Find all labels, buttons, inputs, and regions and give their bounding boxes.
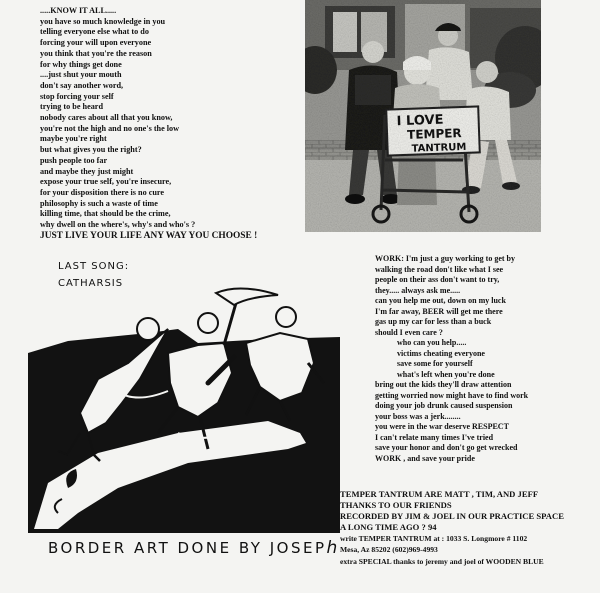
sign-line-2: TEMPER — [406, 126, 462, 142]
border-art-drawing — [28, 283, 340, 533]
band-photo — [305, 0, 541, 232]
lyric-line: I can't relate many times I've tried — [375, 432, 494, 442]
lyric-line: ....just shut your mouth — [40, 70, 122, 80]
lyric-line: but what gives you the right? — [40, 145, 142, 155]
lyric-line: getting worried now might have to find work — [375, 390, 529, 400]
lyric-line: I'm far away, BEER will get me there — [375, 306, 503, 316]
work-lyrics — [375, 254, 528, 464]
lyric-line: WORK: I'm just a guy working to get by — [375, 254, 516, 263]
lyric-line: they..... always ask me..... — [375, 285, 461, 295]
last-song-title: CATHARSIS — [58, 278, 124, 289]
lyric-line: forcing your will upon everyone — [40, 38, 152, 48]
border-art-credit-text: BORDER ART DONE BY JOSEP — [48, 539, 327, 557]
lyric-line: and maybe they just might — [40, 166, 134, 176]
lyric-line: who can you help..... — [397, 338, 467, 347]
lyric-line: can you help me out, down on my luck — [375, 296, 506, 305]
lyric-line: your boss was a jerk........ — [375, 411, 461, 421]
lyric-line: you're not the high and no one's the low — [40, 123, 180, 133]
lyric-line: save some for yourself — [397, 359, 473, 368]
lyric-line: philosophy is such a waste of time — [40, 198, 158, 208]
lyric-line: gas up my car for less than a buck — [375, 317, 492, 326]
credit-line: TEMPER TANTRUM ARE MATT , TIM, AND JEFF — [340, 489, 539, 499]
know-it-all-lyrics — [40, 6, 257, 241]
lyric-line: .....KNOW IT ALL..... — [40, 6, 117, 15]
sign-line-3: TANTRUM — [411, 141, 467, 155]
lyric-line: you think that you're the reason — [40, 48, 152, 58]
lyric-line: telling everyone else what to do — [40, 27, 149, 37]
lyric-line: maybe you're right — [40, 134, 107, 144]
lyric-line: walking the road don't like what I see — [375, 264, 504, 274]
lyric-line: bring out the kids they'll draw attention — [375, 380, 512, 389]
lyric-line: people on their ass don't want to try, — [375, 275, 500, 284]
lyric-line: trying to be heard — [40, 102, 103, 112]
lyric-line: why dwell on the where's, why's and who's ? — [40, 220, 196, 230]
lyric-line: doing your job drunk caused suspension — [375, 401, 513, 410]
credit-line: A LONG TIME AGO ? 94 — [340, 522, 437, 533]
lyric-line: stop forcing your self — [40, 91, 114, 101]
lyric-line: nobody cares about all that you know, — [40, 113, 173, 123]
lyric-line: expose your true self, you're insecure, — [40, 177, 172, 187]
lyric-line: push people too far — [40, 155, 108, 165]
credit-address-line: write TEMPER TANTRUM at : 1033 S. Longmore # 1102 — [340, 534, 528, 544]
lyric-line: what's left when you're done — [397, 369, 495, 379]
lyric-line: you were in the war deserve RESPECT — [375, 422, 509, 431]
sign-line-1: I LOVE — [396, 112, 444, 130]
border-art-signature: h — [326, 538, 340, 558]
lyric-line: you have so much knowledge in you — [40, 16, 166, 26]
lyric-line: WORK , and save your pride — [375, 453, 475, 463]
band-credits — [340, 489, 564, 567]
lyric-line: for your disposition there is no cure — [40, 187, 165, 197]
lyric-line: victims cheating everyone — [397, 348, 485, 358]
lyric-line: killing time, that should be the crime, — [40, 209, 171, 219]
lyric-line: don't say another word, — [40, 80, 124, 90]
last-song-label: LAST SONG: — [58, 261, 130, 272]
lyric-line: save your honor and don't go get wrecked — [375, 443, 518, 452]
credit-thanks-line: extra SPECIAL thanks to jeremy and joel of WOODEN BLUE — [340, 556, 544, 566]
credit-phone-line: Mesa, Az 85202 (602)969-4993 — [340, 545, 438, 555]
credit-line: THANKS TO OUR FRIENDS — [340, 500, 452, 511]
lyric-line-final: JUST LIVE YOUR LIFE ANY WAY YOU CHOOSE ! — [40, 230, 258, 241]
credit-line: RECORDED BY JIM & JOEL IN OUR PRACTICE SPACE — [340, 511, 564, 522]
border-art-credit — [48, 538, 340, 558]
lyric-line: for why things get done — [40, 59, 122, 69]
lyric-line: should I even care ? — [375, 327, 443, 337]
